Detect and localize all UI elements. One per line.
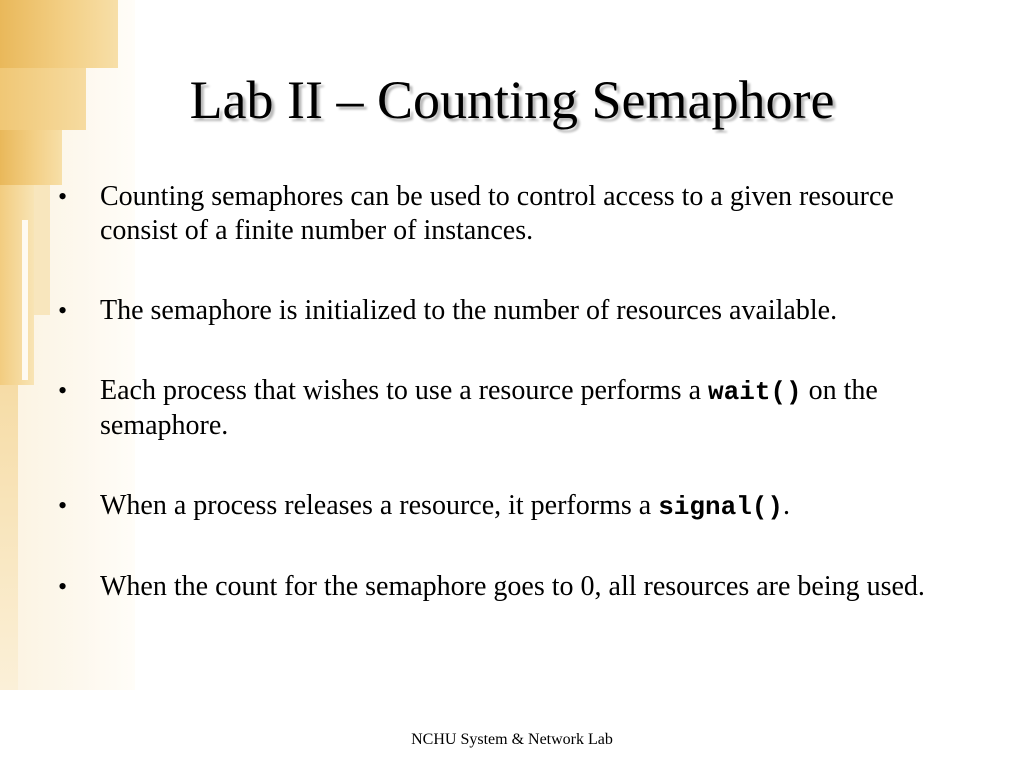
code-signal: signal() [658,492,784,522]
bullet-list [56,180,961,650]
bullet-text: on the semaphore. [100,375,878,441]
bullet-item [56,374,961,443]
bullet-text: When a process releases a resource, it performs a [100,490,659,521]
bullet-dot-icon: • [58,491,68,520]
deco-bar [0,130,62,185]
bullet-text: Each process that wishes to use a resource performs a [100,375,709,406]
bullet-dot-icon: • [58,376,68,405]
bullet-text: Counting semaphores can be used to control access to a given resource consist of a finite number of instances. [100,181,894,246]
bullet-dot-icon: • [58,296,68,325]
bullet-dot-icon: • [58,572,68,601]
bullet-item [56,294,961,328]
deco-bar [0,385,18,690]
deco-bar [34,185,50,315]
bullet-item [56,570,961,604]
deco-bar [0,0,118,68]
deco-highlight-line [22,220,28,380]
code-wait: wait() [708,377,802,407]
deco-bar [0,185,34,385]
slide-footer: NCHU System & Network Lab [411,731,613,748]
slide-title: Lab II – Counting Semaphore [189,70,835,130]
bullet-dot-icon: • [58,182,68,211]
bullet-item [56,180,961,248]
bullet-text: When the count for the semaphore goes to 0, all resources are being used. [100,571,925,602]
bullet-text: The semaphore is initialized to the number of resources available. [100,295,838,326]
bullet-item [56,489,961,524]
bullet-text: . [783,490,791,521]
